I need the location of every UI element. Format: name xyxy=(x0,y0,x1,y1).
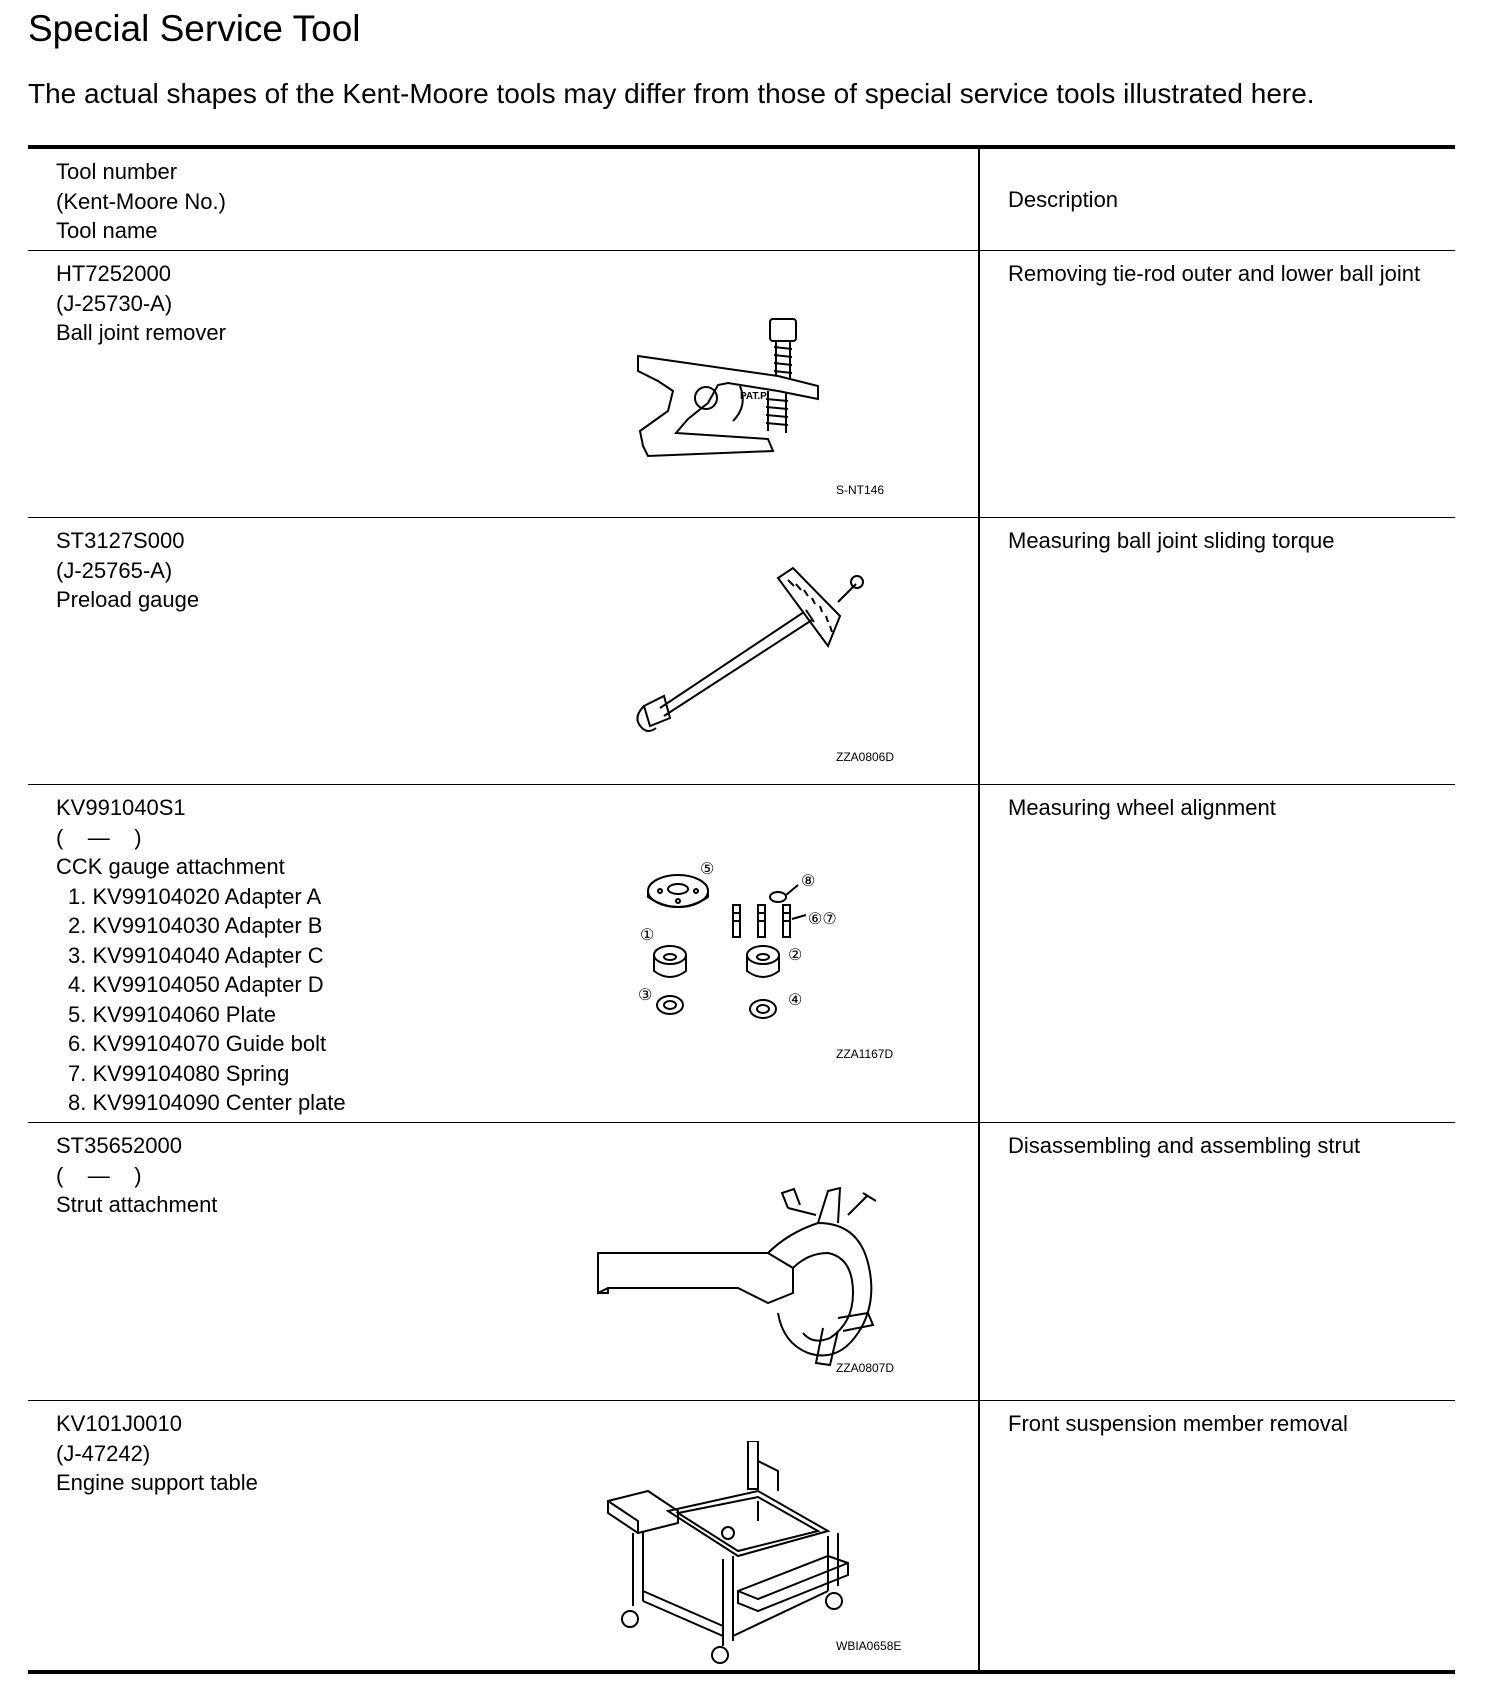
list-item: 2. KV99104030 Adapter B xyxy=(68,913,323,938)
list-item: 6. KV99104070 Guide bolt xyxy=(68,1031,327,1056)
table-bottom-rule xyxy=(28,1670,1455,1674)
preload-gauge-illustration xyxy=(608,558,888,758)
callout-2: ② xyxy=(788,947,803,964)
tool-cell xyxy=(56,526,199,615)
tool-cell xyxy=(56,1409,258,1498)
image-label: PAT.P xyxy=(740,391,767,402)
table-row xyxy=(28,785,1455,1123)
tool-cell xyxy=(56,793,346,1118)
header-tool-name: Tool name xyxy=(56,218,158,243)
tool-number: KV101J0010 xyxy=(56,1411,182,1436)
cck-gauge-illustration xyxy=(628,855,888,1045)
kent-moore-number: ( — ) xyxy=(56,824,142,850)
header-col-tool xyxy=(56,157,226,246)
table-row xyxy=(28,251,1455,518)
header-description: Description xyxy=(1008,187,1119,212)
image-code: ZZA0806D xyxy=(836,750,895,764)
description-cell xyxy=(1008,259,1438,289)
strut-attachment-illustration xyxy=(568,1153,898,1373)
list-item: 3. KV99104040 Adapter C xyxy=(68,942,324,968)
list-item: 8. KV99104090 Center plate xyxy=(68,1090,346,1115)
tool-name: Preload gauge xyxy=(56,587,200,612)
table-header-row xyxy=(28,149,1455,251)
description-cell xyxy=(1008,793,1438,823)
image-code: WBIA0658E xyxy=(836,1639,902,1653)
kent-moore-number: ( — ) xyxy=(56,1162,142,1188)
tool-number: ST3127S000 xyxy=(56,528,185,553)
description-text: Removing tie-rod outer and lower ball joint xyxy=(1008,261,1421,286)
engine-support-table-illustration xyxy=(598,1441,898,1666)
list-item: 1. KV99104020 Adapter A xyxy=(68,883,322,909)
tool-cell xyxy=(56,1131,217,1220)
tool-number: KV991040S1 xyxy=(56,795,186,820)
description-text: Front suspension member removal xyxy=(1008,1411,1348,1436)
kent-moore-number: (J-25765-A) xyxy=(56,557,173,583)
tool-name: CCK gauge attachment xyxy=(56,854,285,879)
tool-number: HT7252000 xyxy=(56,261,171,286)
page-title: Special Service Tool xyxy=(28,8,361,49)
kent-moore-number: (J-47242) xyxy=(56,1440,151,1466)
image-code: S-NT146 xyxy=(836,483,885,497)
table-row xyxy=(28,518,1455,785)
callout-8: ⑧ xyxy=(801,873,816,890)
tool-name: Strut attachment xyxy=(56,1192,218,1217)
description-cell xyxy=(1008,1131,1438,1161)
image-code: ZZA1167D xyxy=(836,1047,894,1061)
description-text: Disassembling and assembling strut xyxy=(1008,1133,1361,1158)
callout-1: ① xyxy=(640,927,655,944)
callout-3: ③ xyxy=(638,987,653,1004)
intro-text: The actual shapes of the Kent-Moore tools may differ from those of special service tools illustrated here. xyxy=(28,78,1315,109)
tool-name: Ball joint remover xyxy=(56,320,226,345)
list-item: 5. KV99104060 Plate xyxy=(68,1001,276,1027)
description-text: Measuring wheel alignment xyxy=(1008,795,1276,820)
tool-number: ST35652000 xyxy=(56,1133,182,1158)
tool-name: Engine support table xyxy=(56,1470,258,1495)
description-cell xyxy=(1008,526,1438,556)
table-row xyxy=(28,1123,1455,1401)
parts-list xyxy=(56,882,346,1118)
image-code: ZZA0807D xyxy=(836,1361,895,1375)
description-cell xyxy=(1008,1409,1438,1439)
tool-cell xyxy=(56,259,226,348)
ball-joint-remover-illustration xyxy=(628,311,868,461)
kent-moore-number: (J-25730-A) xyxy=(56,290,173,316)
callout-6-7: ⑥⑦ xyxy=(808,911,837,928)
callout-5: ⑤ xyxy=(700,861,715,878)
description-text: Measuring ball joint sliding torque xyxy=(1008,528,1335,553)
table-row xyxy=(28,1401,1455,1670)
list-item: 7. KV99104080 Spring xyxy=(68,1060,290,1086)
list-item: 4. KV99104050 Adapter D xyxy=(68,972,324,997)
header-tool-number: Tool number xyxy=(56,159,178,184)
header-kent-moore: (Kent-Moore No.) xyxy=(56,188,226,214)
callout-4: ④ xyxy=(788,992,803,1009)
